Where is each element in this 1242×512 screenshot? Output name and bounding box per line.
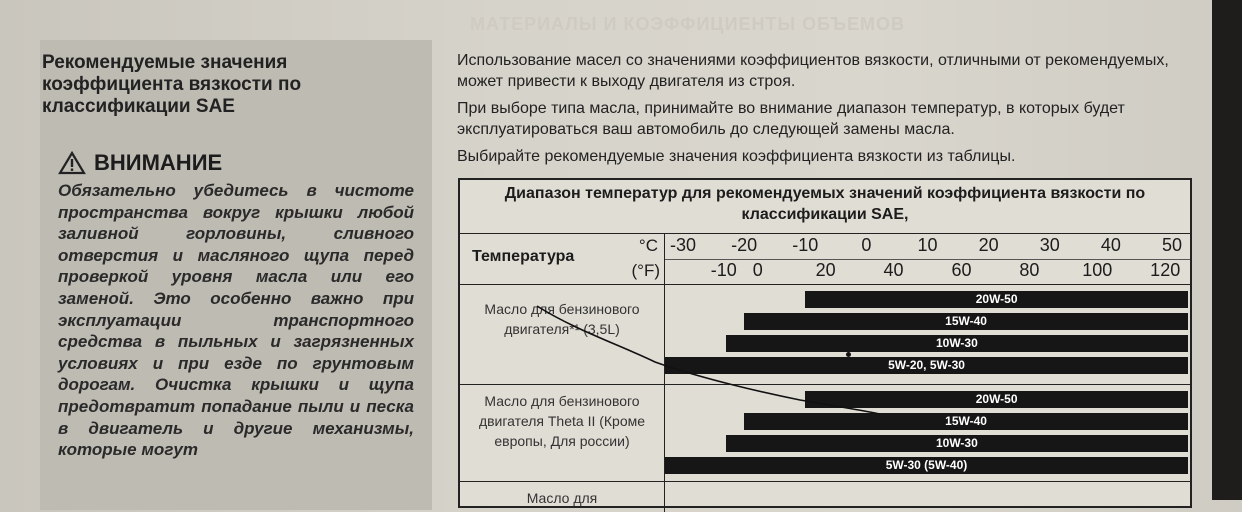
celsius-tick: -20 (731, 235, 758, 255)
fahrenheit-tick: 80 (1019, 260, 1040, 280)
celsius-tick: 30 (1039, 235, 1060, 255)
celsius-tick: -10 (792, 235, 819, 255)
viscosity-bar: 15W-40 (744, 413, 1188, 430)
viscosity-bar: 20W-50 (805, 291, 1188, 308)
viscosity-bar: 15W-40 (744, 313, 1188, 330)
fahrenheit-tick: 100 (1082, 260, 1113, 280)
warning-title-text: ВНИМАНИЕ (94, 150, 223, 175)
fahrenheit-tick: 20 (815, 260, 836, 280)
fahrenheit-tick: 40 (883, 260, 904, 280)
viscosity-bar: 5W-30 (5W-40) (665, 457, 1188, 474)
row-label-3: Масло для (460, 482, 665, 512)
unit-fahrenheit: (°F) (631, 261, 660, 280)
viscosity-bar: 10W-30 (726, 435, 1188, 452)
table-caption: Диапазон температур для рекомендуемых значений коэффициента вязкости по классификации SAE, (460, 180, 1190, 234)
celsius-tick: 50 (1161, 235, 1183, 255)
paragraph-1: Использование масел со значениями коэффициентов вязкости, отличными от рекомендуемых, может привести к выходу двигателя из строя. (457, 52, 1169, 90)
ghost-header: МАТЕРИАЛЫ И КОЭФФИЦИЕНТЫ ОБЪЕМОВ (470, 14, 906, 34)
celsius-tick: 0 (861, 235, 872, 255)
page-edge-shadow (1212, 0, 1242, 500)
fahrenheit-tick: 0 (752, 260, 763, 280)
celsius-tick: -30 (669, 235, 697, 255)
viscosity-bar: 5W-20, 5W-30 (665, 357, 1188, 374)
temperature-label: Температура (472, 248, 575, 265)
unit-celsius: °C (638, 236, 658, 255)
viscosity-bar: 10W-30 (726, 335, 1188, 352)
row-label-2: Масло для бензинового двигателя Theta II (Кроме европы, Для россии) (460, 385, 665, 482)
paragraph-3: Выбирайте рекомендуемые значения коэффициента вязкости из таблицы. (457, 148, 1016, 165)
viscosity-bar: 20W-50 (805, 391, 1188, 408)
fahrenheit-tick: 120 (1150, 260, 1181, 280)
celsius-tick: 20 (978, 235, 999, 255)
warning-text: Обязательно убедитесь в чистоте пространства вокруг крышки любой заливной горловины, сливного отверстия и масляного щупа перед проверкой уровня масла или его заменой. Это особенно важно при эксплуатации транспортного средства в пыльных и загрязненных условиях и при езде по грунтовым дорогам. Очистка крышки и щупа предотвратит попадание пыли и песка в двигатель и другие механизмы, которые могут (58, 181, 414, 460)
fahrenheit-tick: 60 (951, 260, 972, 280)
row-label-1: Масло для бензинового двигателя*¹ (3,5L) (460, 285, 665, 385)
section-heading: Рекомендуемые значения коэффициента вязкости по классификации SAE (42, 52, 302, 117)
celsius-tick: 40 (1100, 235, 1121, 255)
fahrenheit-tick: -10 (710, 260, 737, 280)
paragraph-2: При выборе типа масла, принимайте во внимание диапазон температур, в которых будет эксплуатироваться ваш автомобиль до следующей замены масла. (457, 100, 1125, 138)
celsius-tick: 10 (917, 235, 938, 255)
